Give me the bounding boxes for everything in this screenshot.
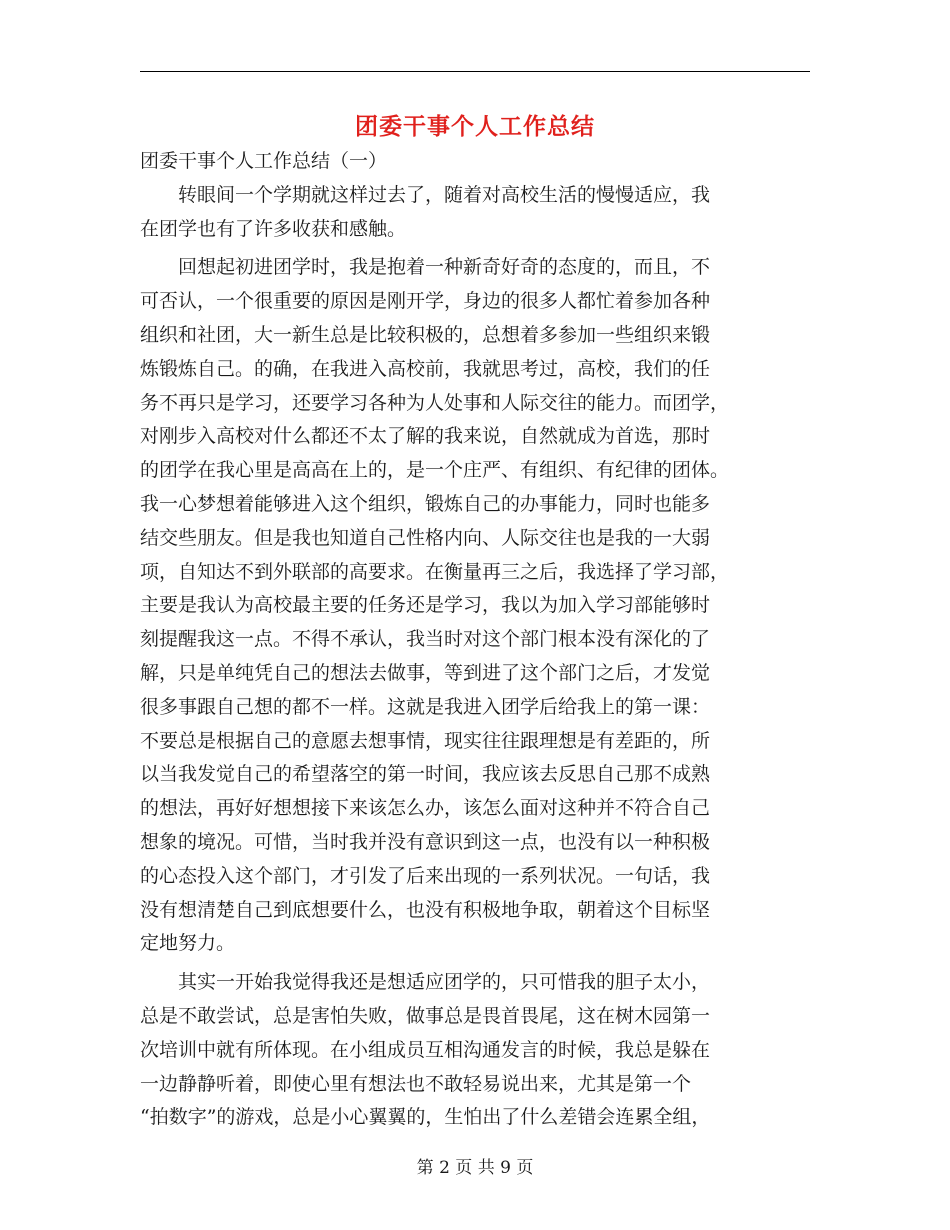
- text-line: 可否认，一个很重要的原因是刚开学，身边的很多人都忙着参加各种: [140, 290, 711, 313]
- text-line: “拍数字”的游戏，总是小心翼翼的，生怕出了什么差错会连累全组，: [140, 1106, 711, 1129]
- text-line: 主要是我认为高校最主要的任务还是学习，我以为加入学习部能够时: [140, 594, 711, 617]
- section-subtitle: 团委干事个人工作总结（一）: [140, 150, 388, 172]
- text-line: 对刚步入高校对什么都还不太了解的我来说，自然就成为首选，那时: [140, 425, 711, 448]
- text-line: 总是不敢尝试，总是害怕失败，做事总是畏首畏尾，这在树木园第一: [140, 1004, 711, 1027]
- paragraph-list: [140, 179, 812, 1135]
- text-line: 炼锻炼自己。的确，在我进入高校前，我就思考过，高校，我们的任: [140, 357, 711, 380]
- text-line: 想象的境况。可惜，当时我并没有意识到这一点，也没有以一种积极: [140, 830, 711, 853]
- header-rule: [140, 71, 810, 72]
- text-line: 项，自知达不到外联部的高要求。在衡量再三之后，我选择了学习部，: [140, 560, 730, 583]
- text-line: 没有想清楚自己到底想要什么，也没有积极地争取，朝着这个目标坚: [140, 898, 711, 921]
- text-line: 转眼间一个学期就这样过去了，随着对高校生活的慢慢适应，我: [140, 183, 711, 206]
- text-line: 在团学也有了许多收获和感触。: [140, 217, 407, 240]
- text-line: 的想法，再好好想想接下来该怎么办，该怎么面对这种并不符合自己: [140, 797, 711, 820]
- text-line: 次培训中就有所体现。在小组成员互相沟通发言的时候，我总是躲在: [140, 1038, 711, 1061]
- text-line: 组织和社团，大一新生总是比较积极的，总想着多参加一些组织来锻: [140, 323, 711, 346]
- paragraph: [140, 179, 812, 247]
- text-line: 务不再只是学习，还要学习各种为人处事和人际交往的能力。而团学，: [140, 391, 730, 414]
- text-line: 我一心梦想着能够进入这个组织，锻炼自己的办事能力，同时也能多: [140, 492, 711, 515]
- text-line: 不要总是根据自己的意愿去想事情，现实往往跟理想是有差距的，所: [140, 729, 711, 752]
- text-line: 解，只是单纯凭自己的想法去做事，等到进了这个部门之后，才发觉: [140, 661, 711, 684]
- text-line: 其实一开始我觉得我还是想适应团学的，只可惜我的胆子太小，: [140, 971, 711, 994]
- text-line: 刻提醒我这一点。不得不承认，我当时对这个部门根本没有深化的了: [140, 628, 711, 651]
- document-title: 团委干事个人工作总结: [355, 113, 595, 140]
- text-line: 结交些朋友。但是我也知道自己性格内向、人际交往也是我的一大弱: [140, 526, 711, 549]
- paragraph: [140, 251, 812, 961]
- text-line: 回想起初进团学时，我是抱着一种新奇好奇的态度的，而且，不: [140, 256, 711, 279]
- document-body: [140, 145, 812, 1135]
- paragraph: [140, 966, 812, 1135]
- text-line: 以当我发觉自己的希望落空的第一时间，我应该去反思自己那不成熟: [140, 763, 711, 786]
- text-line: 定地努力。: [140, 932, 236, 955]
- text-line: 一边静静听着，即使心里有想法也不敢轻易说出来，尤其是第一个: [140, 1072, 692, 1095]
- text-line: 很多事跟自己想的都不一样。这就是我进入团学后给我上的第一课：: [140, 695, 711, 718]
- text-line: 的心态投入这个部门，才引发了后来出现的一系列状况。一句话，我: [140, 864, 711, 887]
- text-line: 的团学在我心里是高高在上的，是一个庄严、有组织、有纪律的团体。: [140, 459, 730, 482]
- page-number: 第 2 页 共 9 页: [416, 1158, 534, 1178]
